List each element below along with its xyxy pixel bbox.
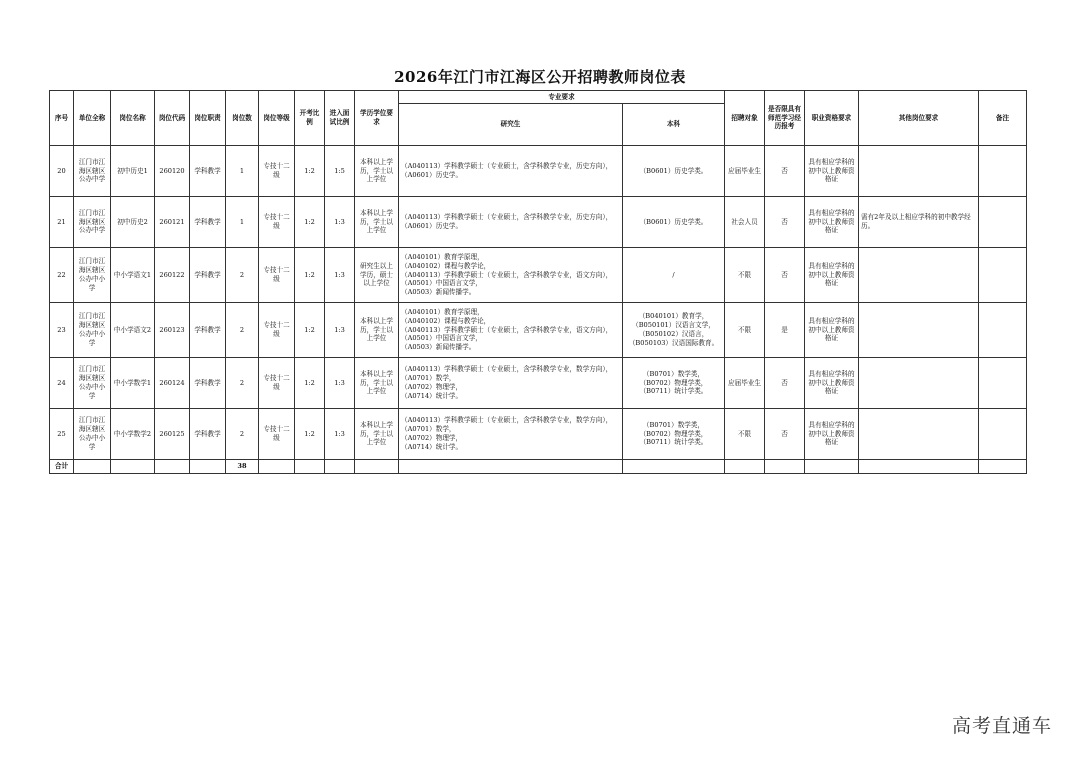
- cell-exam-ratio: 1:2: [295, 409, 325, 460]
- cell-exam-ratio: 1:2: [295, 358, 325, 409]
- cell-education: 本科以上学历，学士以上学位: [355, 197, 399, 248]
- total-row: [50, 460, 1027, 474]
- page-title: 2026年江门市江海区公开招聘教师岗位表: [394, 68, 686, 86]
- cell-postgrad-line: （A0503）新闻传播学。: [401, 343, 476, 352]
- empty-cell: [74, 460, 111, 474]
- cell-postgrad: [399, 146, 623, 197]
- cell-interview-ratio: 1:3: [325, 303, 355, 358]
- empty-cell: [190, 460, 226, 474]
- cell-undergrad-line: （B0702）物理学类，: [639, 429, 708, 438]
- header-normal-exp: 是否限具有师范学习经历报考: [765, 91, 805, 146]
- cell-other-req: [859, 303, 979, 358]
- cell-post-name: 中小学数学1: [111, 358, 155, 409]
- cell-target: 应届毕业生: [725, 146, 765, 197]
- cell-undergrad: [623, 358, 725, 409]
- cell-post-level: 专技十二级: [259, 248, 295, 303]
- cell-interview-ratio: 1:3: [325, 358, 355, 409]
- cell-other-req: [859, 146, 979, 197]
- header-post-count: 岗位数: [226, 91, 259, 146]
- empty-cell: [399, 460, 623, 474]
- cell-seq: 21: [50, 197, 74, 248]
- header-qualification: 职业资格要求: [805, 91, 859, 146]
- cell-undergrad-line: （B0711）统计学类。: [639, 438, 708, 447]
- header-post-code: 岗位代码: [155, 91, 190, 146]
- cell-normal-exp: 否: [765, 146, 805, 197]
- cell-education: 研究生以上学历，硕士以上学位: [355, 248, 399, 303]
- total-post-count: 38: [226, 460, 259, 474]
- cell-postgrad: [399, 358, 623, 409]
- header-exam-ratio: 开考比例: [295, 91, 325, 146]
- cell-undergrad-line: （B0701）数学类，: [642, 420, 705, 429]
- cell-postgrad-line: （A040102）课程与教学论，: [401, 261, 491, 270]
- cell-undergrad: [623, 197, 725, 248]
- cell-post-code: 260124: [155, 358, 190, 409]
- cell-other-req: 需有2年及以上相应学科的初中教学经历。: [859, 197, 979, 248]
- total-label: 合计: [50, 460, 74, 474]
- cell-undergrad-line: （B050101）汉语言文学，: [632, 321, 715, 330]
- cell-postgrad: [399, 197, 623, 248]
- cell-interview-ratio: 1:3: [325, 197, 355, 248]
- empty-cell: [355, 460, 399, 474]
- empty-cell: [295, 460, 325, 474]
- empty-cell: [725, 460, 765, 474]
- cell-seq: 24: [50, 358, 74, 409]
- empty-cell: [259, 460, 295, 474]
- cell-undergrad: [623, 409, 725, 460]
- cell-exam-ratio: 1:2: [295, 303, 325, 358]
- table-row: [50, 197, 1027, 248]
- cell-postgrad-line: （A0501）中国语言文学，: [401, 334, 482, 343]
- cell-post-name: 初中历史2: [111, 197, 155, 248]
- cell-postgrad-line: （A0601）历史学。: [401, 222, 463, 230]
- cell-undergrad-line: （B0601）历史学类。: [639, 217, 708, 226]
- cell-unit: 江门市江海区辖区公办中小学: [74, 358, 111, 409]
- cell-post-level: 专技十二级: [259, 409, 295, 460]
- cell-remarks: [979, 358, 1027, 409]
- cell-post-count: 1: [226, 146, 259, 197]
- empty-cell: [859, 460, 979, 474]
- cell-normal-exp: 否: [765, 409, 805, 460]
- cell-post-level: 专技十二级: [259, 197, 295, 248]
- cell-postgrad-line: （A0701）数学，: [401, 374, 456, 383]
- header-education: 学历学位要求: [355, 91, 399, 146]
- cell-post-name: 中小学语文2: [111, 303, 155, 358]
- header-post-level: 岗位等级: [259, 91, 295, 146]
- cell-post-duty: 学科教学: [190, 197, 226, 248]
- cell-remarks: [979, 409, 1027, 460]
- cell-undergrad-line: （B040101）教育学，: [638, 312, 709, 321]
- cell-remarks: [979, 248, 1027, 303]
- cell-qualification: 具有相应学科的初中以上教师资格证: [805, 248, 859, 303]
- header-major-req: 专业要求: [399, 91, 725, 104]
- cell-unit: 江门市江海区辖区公办中小学: [74, 409, 111, 460]
- cell-unit: 江门市江海区辖区公办中学: [74, 146, 111, 197]
- cell-postgrad-line: （A0702）物理学，: [401, 383, 463, 391]
- cell-undergrad-line: /: [672, 270, 675, 279]
- cell-postgrad-line: （A0501）中国语言文学，: [401, 279, 482, 288]
- cell-target: 社会人员: [725, 197, 765, 248]
- cell-seq: 20: [50, 146, 74, 197]
- cell-post-duty: 学科教学: [190, 146, 226, 197]
- cell-postgrad-line: （A0503）新闻传播学。: [401, 288, 476, 297]
- cell-normal-exp: 否: [765, 358, 805, 409]
- header-postgrad: 研究生: [399, 104, 623, 146]
- table-row: [50, 303, 1027, 358]
- cell-normal-exp: 否: [765, 248, 805, 303]
- cell-post-count: 2: [226, 409, 259, 460]
- cell-postgrad: [399, 409, 623, 460]
- cell-undergrad-line: （B0601）历史学类。: [639, 166, 708, 175]
- cell-post-code: 260122: [155, 248, 190, 303]
- cell-interview-ratio: 1:3: [325, 248, 355, 303]
- header-remarks: 备注: [979, 91, 1027, 146]
- cell-post-count: 2: [226, 303, 259, 358]
- cell-target: 不限: [725, 248, 765, 303]
- header-interview-ratio: 进入面试比例: [325, 91, 355, 146]
- watermark-text: 高考直通车: [951, 715, 1052, 737]
- cell-qualification: 具有相应学科的初中以上教师资格证: [805, 358, 859, 409]
- cell-exam-ratio: 1:2: [295, 197, 325, 248]
- cell-post-name: 初中历史1: [111, 146, 155, 197]
- cell-seq: 22: [50, 248, 74, 303]
- table-row: [50, 248, 1027, 303]
- cell-exam-ratio: 1:2: [295, 248, 325, 303]
- header-post-name: 岗位名称: [111, 91, 155, 146]
- empty-cell: [805, 460, 859, 474]
- header-other-req: 其他岗位要求: [859, 91, 979, 146]
- cell-education: 本科以上学历，学士以上学位: [355, 358, 399, 409]
- cell-post-code: 260120: [155, 146, 190, 197]
- cell-post-code: 260125: [155, 409, 190, 460]
- header-undergrad: 本科: [623, 104, 725, 146]
- cell-qualification: 具有相应学科的初中以上教师资格证: [805, 146, 859, 197]
- cell-post-duty: 学科教学: [190, 248, 226, 303]
- cell-undergrad-line: （B0702）物理学类，: [639, 378, 708, 387]
- empty-cell: [155, 460, 190, 474]
- cell-interview-ratio: 1:3: [325, 409, 355, 460]
- cell-post-duty: 学科教学: [190, 303, 226, 358]
- cell-postgrad-line: （A040101）教育学原理，: [401, 252, 484, 261]
- cell-other-req: [859, 409, 979, 460]
- cell-remarks: [979, 146, 1027, 197]
- cell-post-code: 260121: [155, 197, 190, 248]
- cell-undergrad-line: （B0701）数学类，: [642, 369, 705, 378]
- cell-education: 本科以上学历，学士以上学位: [355, 409, 399, 460]
- cell-postgrad-line: （A040113）学科教学硕士（专业硕士，含学科教学专业，语文方向），: [401, 325, 613, 334]
- table-row: [50, 409, 1027, 460]
- cell-target: 不限: [725, 409, 765, 460]
- cell-other-req: [859, 358, 979, 409]
- empty-cell: [111, 460, 155, 474]
- cell-qualification: 具有相应学科的初中以上教师资格证: [805, 303, 859, 358]
- cell-post-duty: 学科教学: [190, 409, 226, 460]
- cell-postgrad: [399, 303, 623, 358]
- cell-postgrad: [399, 248, 623, 303]
- cell-postgrad-line: （A040113）学科教学硕士（专业硕士，含学科教学专业，历史方向），: [401, 162, 613, 171]
- cell-target: 不限: [725, 303, 765, 358]
- header-unit: 单位全称: [74, 91, 111, 146]
- cell-postgrad-line: （A0714）统计学。: [401, 391, 463, 400]
- job-table: [49, 90, 1027, 474]
- cell-undergrad: [623, 303, 725, 358]
- cell-qualification: 具有相应学科的初中以上教师资格证: [805, 197, 859, 248]
- header-post-duty: 岗位职责: [190, 91, 226, 146]
- cell-undergrad: [623, 146, 725, 197]
- cell-undergrad-line: （B050102）汉语言，: [638, 330, 709, 338]
- cell-seq: 25: [50, 409, 74, 460]
- cell-education: 本科以上学历，学士以上学位: [355, 146, 399, 197]
- cell-remarks: [979, 197, 1027, 248]
- cell-post-count: 1: [226, 197, 259, 248]
- cell-unit: 江门市江海区辖区公办中学: [74, 197, 111, 248]
- cell-normal-exp: 是: [765, 303, 805, 358]
- cell-postgrad-line: （A040101）教育学原理，: [401, 307, 484, 316]
- cell-post-level: 专技十二级: [259, 146, 295, 197]
- cell-seq: 23: [50, 303, 74, 358]
- cell-normal-exp: 否: [765, 197, 805, 248]
- header-seq: 序号: [50, 91, 74, 146]
- cell-post-count: 2: [226, 248, 259, 303]
- cell-qualification: 具有相应学科的初中以上教师资格证: [805, 409, 859, 460]
- cell-postgrad-line: （A040113）学科教学硕士（专业硕士，含学科教学专业，历史方向），: [401, 213, 613, 222]
- cell-postgrad-line: （A040113）学科教学硕士（专业硕士，含学科教学专业，语文方向），: [401, 270, 613, 279]
- cell-postgrad-line: （A040102）课程与教学论，: [401, 316, 491, 325]
- table-row: [50, 358, 1027, 409]
- empty-cell: [623, 460, 725, 474]
- cell-postgrad-line: （A0714）统计学。: [401, 442, 463, 451]
- cell-post-level: 专技十二级: [259, 303, 295, 358]
- cell-post-duty: 学科教学: [190, 358, 226, 409]
- cell-undergrad-line: （B050103）汉语国际教育。: [628, 338, 719, 347]
- cell-remarks: [979, 303, 1027, 358]
- cell-interview-ratio: 1:5: [325, 146, 355, 197]
- empty-cell: [979, 460, 1027, 474]
- header-target: 招聘对象: [725, 91, 765, 146]
- empty-cell: [325, 460, 355, 474]
- empty-cell: [765, 460, 805, 474]
- cell-postgrad-line: （A0702）物理学，: [401, 434, 463, 442]
- table-row: [50, 146, 1027, 197]
- cell-postgrad-line: （A040113）学科教学硕士（专业硕士，含学科教学专业，数学方向），: [401, 365, 613, 374]
- cell-postgrad-line: （A040113）学科教学硕士（专业硕士，含学科教学专业，数学方向），: [401, 416, 613, 425]
- cell-exam-ratio: 1:2: [295, 146, 325, 197]
- cell-target: 应届毕业生: [725, 358, 765, 409]
- cell-unit: 江门市江海区辖区公办中小学: [74, 303, 111, 358]
- cell-post-code: 260123: [155, 303, 190, 358]
- cell-post-name: 中小学语文1: [111, 248, 155, 303]
- cell-undergrad: [623, 248, 725, 303]
- cell-other-req: [859, 248, 979, 303]
- cell-post-level: 专技十二级: [259, 358, 295, 409]
- cell-post-count: 2: [226, 358, 259, 409]
- cell-undergrad-line: （B0711）统计学类。: [639, 387, 708, 396]
- cell-postgrad-line: （A0701）数学，: [401, 425, 456, 434]
- cell-postgrad-line: （A0601）历史学。: [401, 171, 463, 179]
- cell-education: 本科以上学历，学士以上学位: [355, 303, 399, 358]
- cell-post-name: 中小学数学2: [111, 409, 155, 460]
- cell-unit: 江门市江海区辖区公办中小学: [74, 248, 111, 303]
